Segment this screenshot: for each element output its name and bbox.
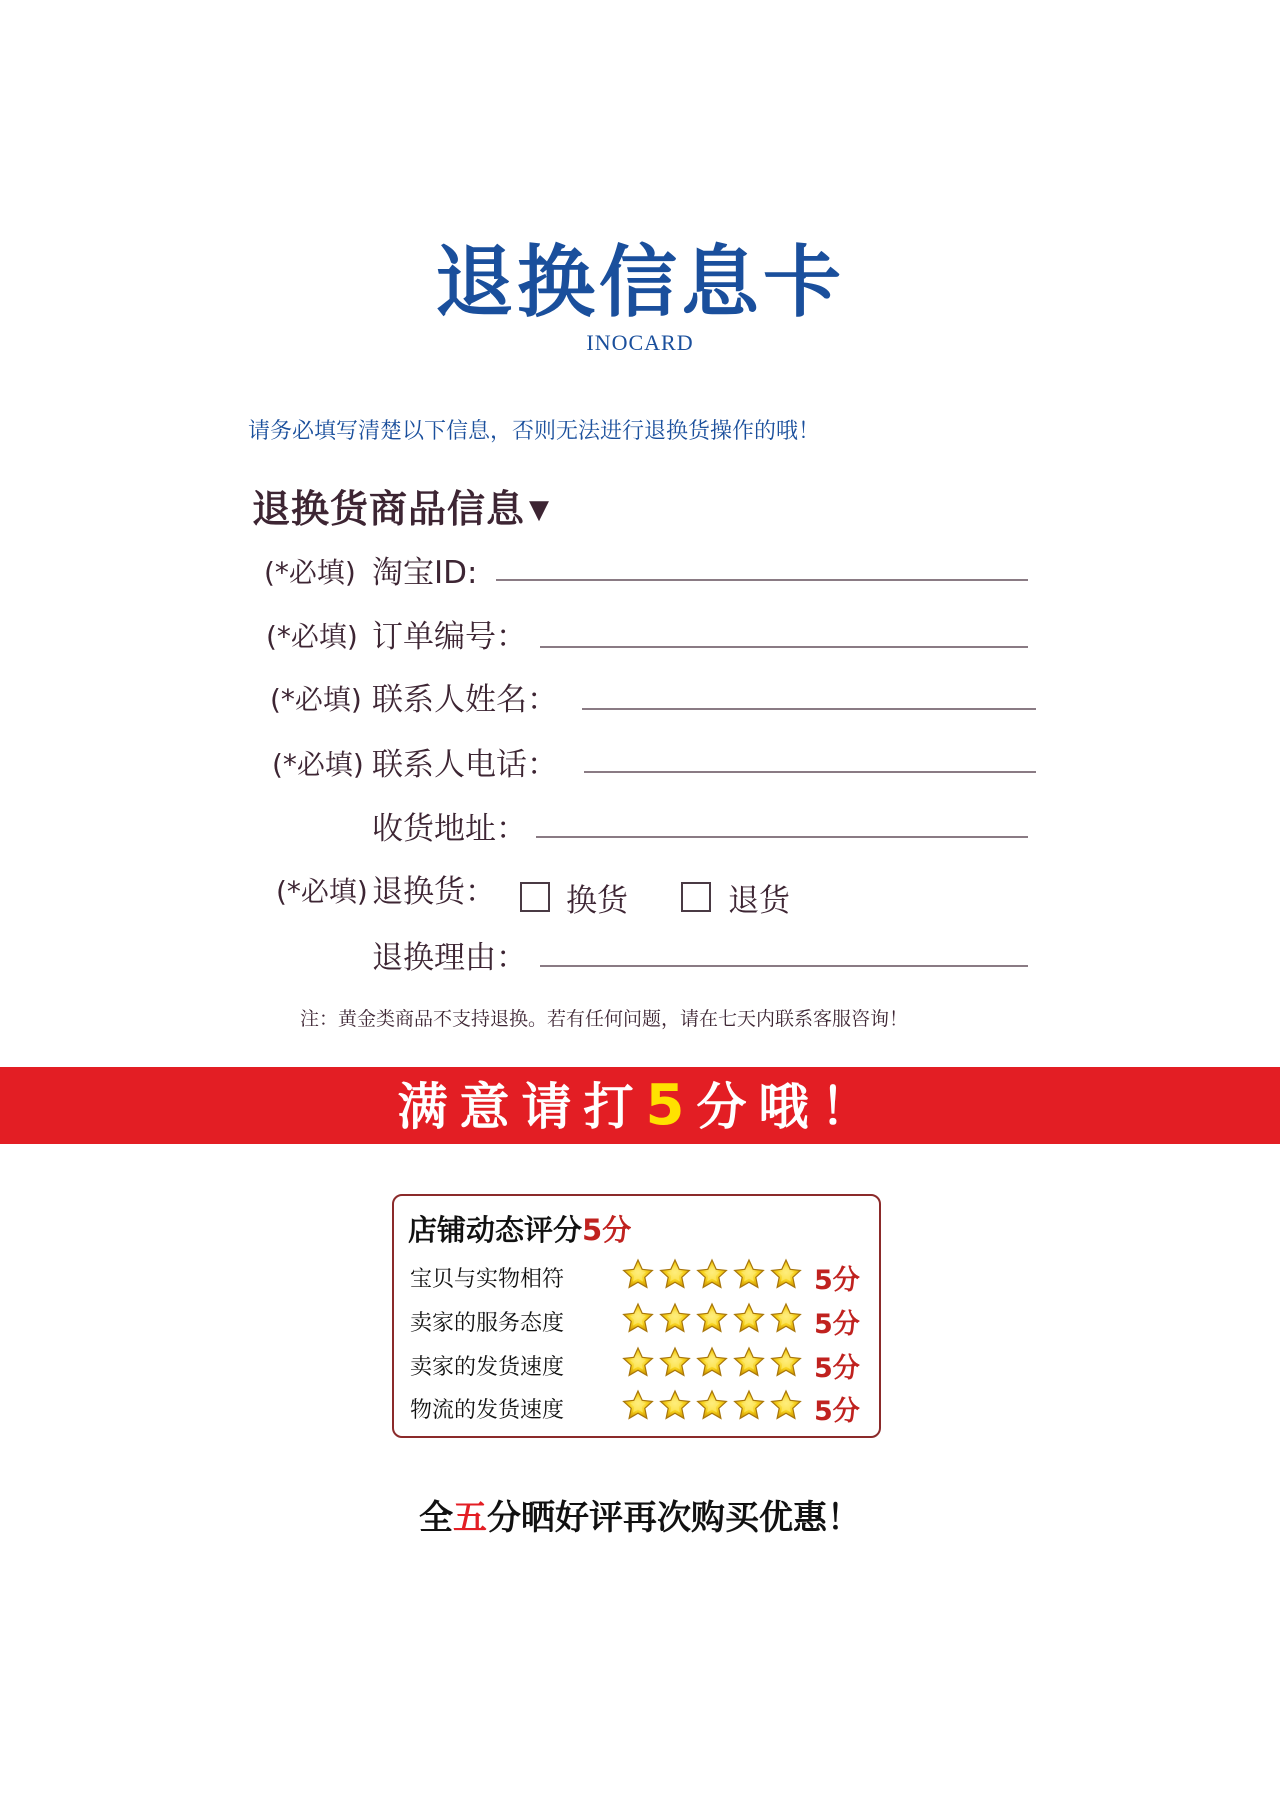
rating-title	[408, 1208, 631, 1249]
star-icon	[659, 1258, 691, 1290]
field-label: 联系人电话：	[372, 747, 558, 783]
rating-score: 5分	[814, 1265, 860, 1296]
star-icon	[733, 1258, 765, 1290]
required-mark: (*必填)	[270, 683, 362, 716]
banner-text-after: 分哦！	[696, 1078, 883, 1136]
promo-highlight: 五	[453, 1498, 487, 1538]
promo-after: 分晒好评再次购买优惠！	[487, 1498, 861, 1538]
star-icon	[622, 1389, 654, 1421]
fill-notice: 请务必填写清楚以下信息，否则无法进行退换货操作的哦！	[248, 419, 821, 444]
rating-stars	[622, 1346, 802, 1380]
rating-row	[410, 1344, 870, 1384]
required-mark: (*必填)	[264, 556, 356, 589]
rating-label: 宝贝与实物相符	[410, 1267, 565, 1292]
rating-stars	[622, 1302, 802, 1336]
rating-row	[410, 1300, 870, 1340]
field-label: 退换货：	[372, 874, 496, 910]
section-title	[252, 478, 550, 533]
star-icon	[770, 1346, 802, 1378]
rating-label: 卖家的发货速度	[410, 1355, 565, 1380]
field-label: 订单编号：	[372, 619, 527, 655]
star-icon	[659, 1346, 691, 1378]
field-contact-name	[270, 674, 1040, 718]
star-icon	[659, 1302, 691, 1334]
return-label: 退货	[728, 883, 790, 919]
field-label: 退换理由：	[372, 940, 527, 976]
star-icon	[659, 1389, 691, 1421]
contact-name-input[interactable]	[582, 708, 1036, 710]
field-order-number	[266, 611, 1036, 655]
star-icon	[696, 1302, 728, 1334]
banner-text-before: 满意请打	[397, 1078, 646, 1136]
star-icon	[622, 1346, 654, 1378]
shipping-address-input[interactable]	[536, 836, 1028, 838]
rating-label: 卖家的服务态度	[410, 1311, 565, 1336]
return-checkbox[interactable]	[681, 882, 711, 912]
card-subtitle: INOCARD	[586, 330, 694, 355]
star-icon	[733, 1346, 765, 1378]
rating-label: 物流的发货速度	[410, 1398, 565, 1423]
rating-stars	[622, 1258, 802, 1292]
order-number-input[interactable]	[540, 646, 1028, 648]
promo-before: 全	[419, 1498, 453, 1538]
field-label: 淘宝ID:	[372, 555, 478, 591]
card-title: 退换信息卡	[434, 237, 845, 328]
star-icon	[733, 1302, 765, 1334]
field-label: 收货地址：	[372, 811, 527, 847]
exchange-label: 换货	[566, 883, 628, 919]
star-icon	[622, 1302, 654, 1334]
required-mark: (*必填)	[272, 748, 364, 781]
rating-title-score: 5分	[582, 1213, 632, 1247]
rating-stars	[622, 1389, 802, 1423]
triangle-down-icon: ▼	[529, 495, 551, 525]
required-mark: (*必填)	[266, 620, 358, 653]
rating-score: 5分	[814, 1353, 860, 1384]
banner-number: 5	[645, 1073, 697, 1138]
rating-row	[410, 1256, 870, 1296]
star-icon	[696, 1346, 728, 1378]
section-title-text: 退换货商品信息	[252, 487, 526, 531]
taobao-id-input[interactable]	[496, 579, 1028, 581]
field-contact-phone	[272, 739, 1042, 783]
star-icon	[770, 1258, 802, 1290]
star-icon	[733, 1389, 765, 1421]
field-label: 联系人姓名：	[372, 682, 558, 718]
star-icon	[696, 1258, 728, 1290]
rating-title-text: 店铺动态评分	[408, 1213, 583, 1247]
field-taobao-id	[264, 547, 1034, 591]
required-mark: (*必填)	[276, 875, 368, 908]
rating-row	[410, 1387, 870, 1427]
star-icon	[696, 1389, 728, 1421]
field-shipping-address	[372, 803, 1042, 847]
star-icon	[770, 1302, 802, 1334]
rating-score: 5分	[814, 1309, 860, 1340]
contact-phone-input[interactable]	[584, 771, 1036, 773]
star-icon	[770, 1389, 802, 1421]
rating-banner	[0, 1067, 1280, 1144]
shop-rating-box	[392, 1194, 881, 1438]
footnote: 注：黄金类商品不支持退换。若有任何问题，请在七天内联系客服咨询！	[300, 1008, 909, 1030]
rating-score: 5分	[814, 1396, 860, 1427]
field-return-reason	[372, 932, 1042, 976]
return-reason-input[interactable]	[540, 965, 1028, 967]
star-icon	[622, 1258, 654, 1290]
exchange-checkbox[interactable]	[520, 882, 550, 912]
promo-text	[0, 1490, 1280, 1539]
